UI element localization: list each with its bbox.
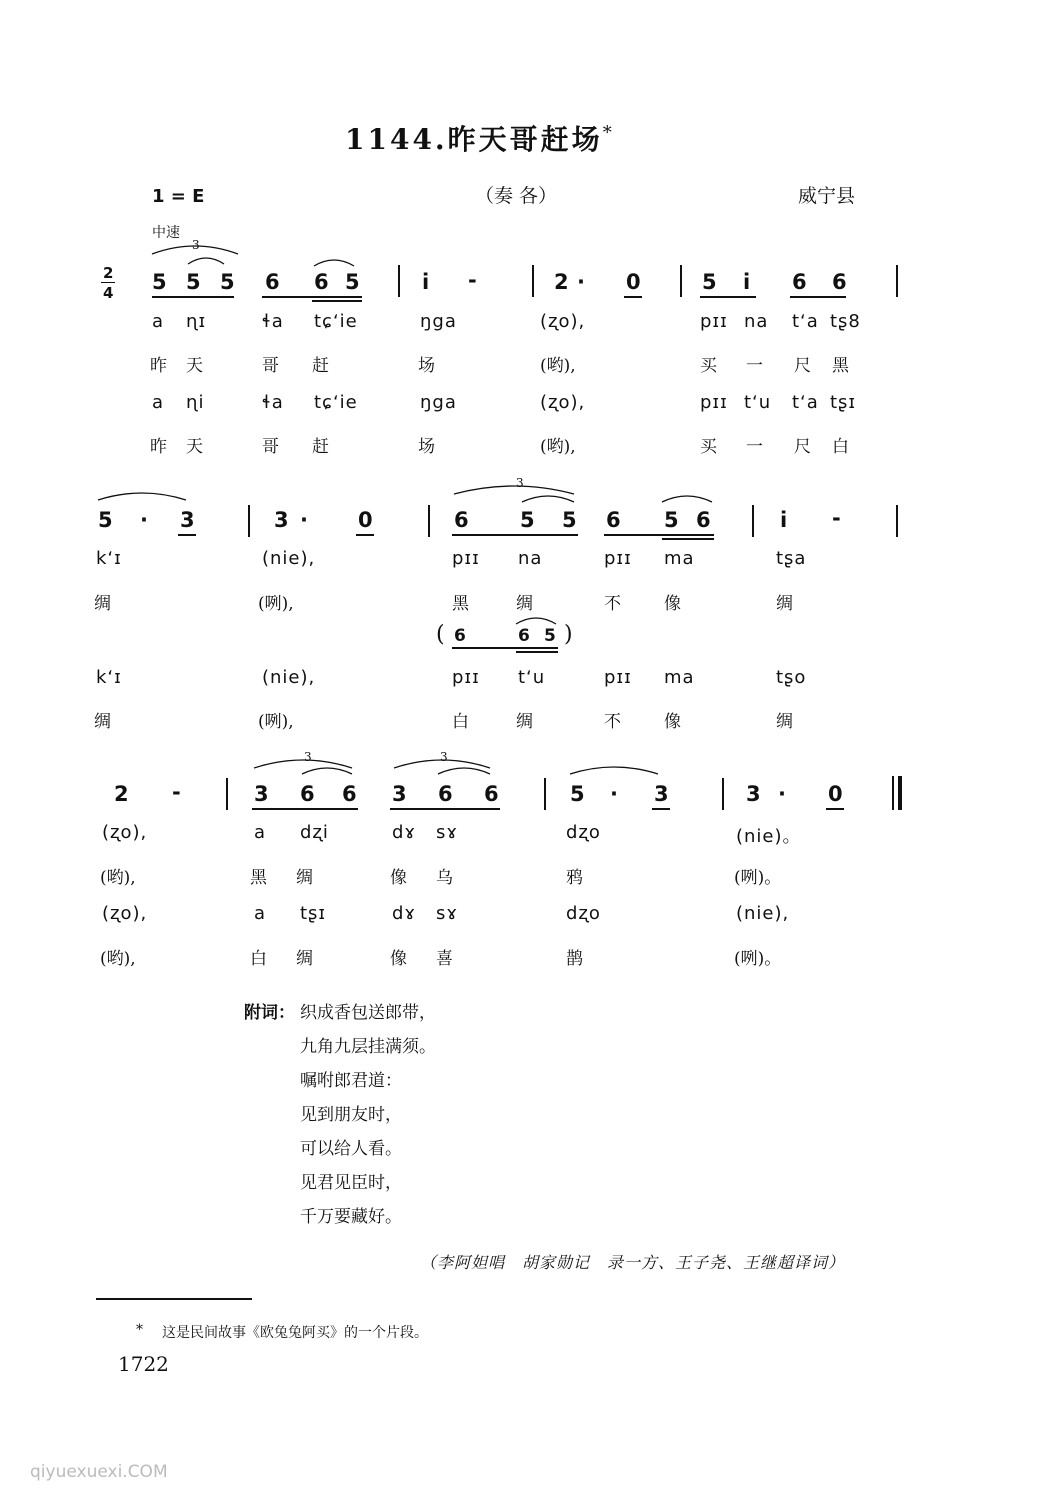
note: 5 [186, 270, 201, 294]
note: 6 [454, 508, 469, 532]
ipa-syllable: (ʐo), [102, 903, 148, 924]
bar-line [544, 778, 546, 810]
ipa-syllable: dʐo [566, 903, 601, 924]
lyric-char: 像 [664, 594, 681, 614]
ipa-syllable: (nie), [262, 548, 316, 569]
note: 5 [570, 782, 585, 806]
note: - [468, 268, 477, 292]
footnote-text: 这是民间故事《欧兔兔阿买》的一个片段。 [162, 1325, 428, 1341]
ipa-syllable: (ʐo), [540, 392, 586, 413]
lyric-char: (哟), [100, 949, 136, 969]
time-sig-line [101, 282, 115, 283]
ipa-syllable: tʻu [518, 667, 546, 688]
lyric-char: 一 [746, 356, 763, 376]
ipa-syllable: ɳi [186, 392, 205, 413]
ipa-syllable: ŋga [420, 392, 457, 413]
alt-notes-paren-close: ) [564, 622, 573, 647]
note: 3 [654, 782, 669, 806]
bar-line [722, 778, 724, 810]
note: 3 [180, 508, 195, 532]
triplet-number: 3 [516, 476, 524, 490]
ipa-syllable: ɳɪ [186, 311, 207, 332]
ipa-syllable: tʻa [792, 311, 819, 332]
lyric-char: (咧)。 [734, 949, 782, 969]
performer-credit: （李阿妲唱 胡家勋记 录一方、王子尧、王继超译词） [420, 1253, 846, 1272]
ipa-syllable: kʻɪ [96, 667, 122, 688]
lyric-char: 白 [250, 949, 267, 969]
genre-label: （奏 各） [475, 185, 558, 207]
lyric-char: 绸 [776, 594, 793, 614]
bar-line [398, 265, 400, 297]
note: 3 [392, 782, 407, 806]
ipa-syllable: dɤ [392, 903, 417, 924]
lyric-char: 哥 [262, 356, 279, 376]
alt-note: 6 [454, 626, 466, 646]
note: 6 [314, 270, 329, 294]
ipa-syllable: tʂo [776, 667, 807, 688]
lyric-char: 不 [604, 594, 621, 614]
ipa-syllable: na [744, 311, 769, 332]
ipa-syllable: tʂa [776, 548, 807, 569]
song-title: 1144.昨天哥赶场* [345, 122, 615, 156]
note: 6 [342, 782, 357, 806]
triplet-number: 3 [440, 750, 448, 764]
note: · [300, 508, 308, 532]
triplet-number: 3 [304, 750, 312, 764]
lyric-char: (哟), [540, 356, 576, 376]
bar-line [226, 778, 228, 810]
lyric-char: 买 [700, 356, 717, 376]
note: 5 [562, 508, 577, 532]
lyric-char: 昨 [150, 356, 167, 376]
note: 2 [554, 270, 569, 294]
bar-line [896, 505, 898, 537]
beam-line [700, 296, 756, 298]
ipa-syllable: (nie)。 [736, 826, 802, 847]
alt-note: 6 [518, 626, 530, 646]
appended-lyric-line: 嘱咐郎君道： [300, 1071, 402, 1091]
note: 0 [358, 508, 373, 532]
lyric-char: 绸 [296, 868, 313, 888]
ipa-syllable: pɪɪ [604, 667, 632, 688]
lyric-char: 像 [390, 949, 407, 969]
ipa-syllable: a [152, 392, 165, 413]
bar-line [532, 265, 534, 297]
lyric-char: 像 [664, 712, 681, 732]
bar-line [752, 505, 754, 537]
ipa-syllable: tʻu [744, 392, 772, 413]
lyric-char: 绸 [776, 712, 793, 732]
lyric-char: (哟), [100, 868, 136, 888]
ipa-syllable: sɤ [436, 903, 459, 924]
appended-lyric-line: 可以给人看。 [300, 1139, 402, 1159]
lyric-char: 乌 [436, 868, 453, 888]
beam-line [452, 647, 558, 649]
triplet-number: 3 [192, 238, 200, 252]
footnote-mark: * [136, 1322, 143, 1338]
beam-line [252, 808, 358, 810]
note: - [832, 506, 841, 530]
slur-mark [520, 490, 576, 506]
lyric-char: 白 [452, 712, 469, 732]
lyric-char: 场 [418, 356, 435, 376]
lyric-char: 昨 [150, 437, 167, 457]
ipa-syllable: na [518, 548, 543, 569]
ipa-syllable: tɕʻie [314, 392, 358, 413]
lyric-char: 赶 [312, 437, 329, 457]
note: 5 [98, 508, 113, 532]
note: 3 [746, 782, 761, 806]
note: 6 [606, 508, 621, 532]
ipa-syllable: (ʐo), [102, 822, 148, 843]
time-sig-top: 2 [103, 264, 114, 282]
final-bar-thin [892, 776, 894, 810]
ipa-syllable: tɕʻie [314, 311, 358, 332]
ipa-syllable: pɪɪ [452, 548, 480, 569]
beam-line [516, 651, 558, 653]
note: · [140, 508, 148, 532]
lyric-char: (哟), [540, 437, 576, 457]
lyric-char: 买 [700, 437, 717, 457]
key-signature: 1 = E [152, 186, 205, 207]
note: i [422, 270, 430, 294]
ipa-syllable: tʂ8 [830, 311, 861, 332]
beam-line [312, 300, 362, 302]
note: i [780, 508, 788, 532]
note: · [778, 782, 786, 806]
site-watermark: qiyuexuexi.COM [30, 1462, 168, 1482]
ipa-syllable: ɬa [262, 392, 284, 413]
lyric-char: 黑 [832, 356, 849, 376]
bar-line [248, 505, 250, 537]
ipa-syllable: pɪɪ [700, 311, 728, 332]
slur-mark [660, 490, 714, 506]
note: 5 [520, 508, 535, 532]
note: 6 [832, 270, 847, 294]
appended-lyric-line: 织成香包送郎带， [300, 1003, 436, 1023]
beam-line [604, 534, 714, 536]
lyric-char: 天 [186, 356, 203, 376]
slur-mark [300, 762, 354, 778]
slur-mark [186, 252, 226, 268]
ipa-syllable: ɬa [262, 311, 284, 332]
ipa-syllable: pɪɪ [604, 548, 632, 569]
alt-note: 5 [544, 626, 556, 646]
note: 6 [438, 782, 453, 806]
lyric-char: 不 [604, 712, 621, 732]
lyric-char: 鸦 [566, 868, 583, 888]
note: 0 [626, 270, 641, 294]
note: · [577, 270, 585, 294]
note: 6 [300, 782, 315, 806]
ipa-syllable: (nie), [736, 903, 790, 924]
ipa-syllable: pɪɪ [700, 392, 728, 413]
note: 3 [274, 508, 289, 532]
beam-line [624, 296, 642, 298]
beam-line [662, 538, 714, 540]
beam-line [452, 534, 578, 536]
ipa-syllable: pɪɪ [452, 667, 480, 688]
beam-line [178, 534, 196, 536]
lyric-char: 场 [418, 437, 435, 457]
lyric-char: 尺 [794, 437, 811, 457]
beam-line [152, 296, 234, 298]
note: 5 [152, 270, 167, 294]
lyric-char: 赶 [312, 356, 329, 376]
note: 3 [254, 782, 269, 806]
lyric-char: 绸 [94, 712, 111, 732]
ipa-syllable: dʐo [566, 822, 601, 843]
appended-lyric-line: 九角九层挂满须。 [300, 1037, 436, 1057]
note: 5 [664, 508, 679, 532]
appended-lyrics-label: 附词： [244, 1003, 295, 1023]
tempo-marking: 中速 [152, 225, 180, 241]
beam-line [652, 808, 670, 810]
appended-lyric-line: 见到朋友时， [300, 1105, 402, 1125]
bar-line [428, 505, 430, 537]
ipa-syllable: ma [664, 667, 695, 688]
lyric-char: 绸 [296, 949, 313, 969]
lyric-char: 鹊 [566, 949, 583, 969]
final-bar-thick [898, 776, 902, 810]
footnote-divider [96, 1298, 252, 1300]
ipa-syllable: dʐi [300, 822, 329, 843]
note: 0 [828, 782, 843, 806]
bar-line [680, 265, 682, 297]
region-label: 威宁县 [798, 185, 856, 207]
ipa-syllable: a [254, 903, 267, 924]
ipa-syllable: ŋga [420, 311, 457, 332]
ipa-syllable: kʻɪ [96, 548, 122, 569]
ipa-syllable: (nie), [262, 667, 316, 688]
slur-mark [436, 762, 492, 778]
lyric-char: 像 [390, 868, 407, 888]
ipa-syllable: ma [664, 548, 695, 569]
lyric-char: (咧), [258, 594, 294, 614]
ipa-syllable: tʂɪ [830, 392, 857, 413]
ipa-syllable: tʂɪ [300, 903, 327, 924]
note: - [172, 780, 181, 804]
ipa-syllable: a [254, 822, 267, 843]
ipa-syllable: tʻa [792, 392, 819, 413]
lyric-char: 白 [832, 437, 849, 457]
lyric-char: 喜 [436, 949, 453, 969]
appended-lyric-line: 千万要藏好。 [300, 1207, 402, 1227]
beam-line [356, 534, 374, 536]
lyric-char: 哥 [262, 437, 279, 457]
lyric-char: 天 [186, 437, 203, 457]
appended-lyric-line: 见君见臣时， [300, 1173, 402, 1193]
bar-line [896, 265, 898, 297]
note: 5 [702, 270, 717, 294]
note: · [610, 782, 618, 806]
alt-notes-paren-open: ( [436, 622, 445, 647]
ipa-syllable: (ʐo), [540, 311, 586, 332]
note: 2 [114, 782, 129, 806]
note: 6 [696, 508, 711, 532]
note: 6 [265, 270, 280, 294]
lyric-char: 一 [746, 437, 763, 457]
beam-line [262, 296, 362, 298]
ipa-syllable: a [152, 311, 165, 332]
slur-mark [312, 254, 356, 270]
note: 5 [220, 270, 235, 294]
slur-mark [568, 760, 660, 778]
note: 6 [792, 270, 807, 294]
lyric-char: 绸 [94, 594, 111, 614]
lyric-char: 绸 [516, 594, 533, 614]
time-sig-bottom: 4 [103, 284, 114, 302]
lyric-char: 黑 [250, 868, 267, 888]
beam-line [826, 808, 844, 810]
lyric-char: 尺 [794, 356, 811, 376]
note: 5 [345, 270, 360, 294]
note: i [743, 270, 751, 294]
beam-line [390, 808, 500, 810]
page-number: 1722 [118, 1352, 169, 1376]
lyric-char: (咧), [258, 712, 294, 732]
slur-mark [96, 486, 188, 504]
lyric-char: 黑 [452, 594, 469, 614]
note: 6 [484, 782, 499, 806]
lyric-char: (咧)。 [734, 868, 782, 888]
ipa-syllable: sɤ [436, 822, 459, 843]
beam-line [790, 296, 846, 298]
ipa-syllable: dɤ [392, 822, 417, 843]
lyric-char: 绸 [516, 712, 533, 732]
